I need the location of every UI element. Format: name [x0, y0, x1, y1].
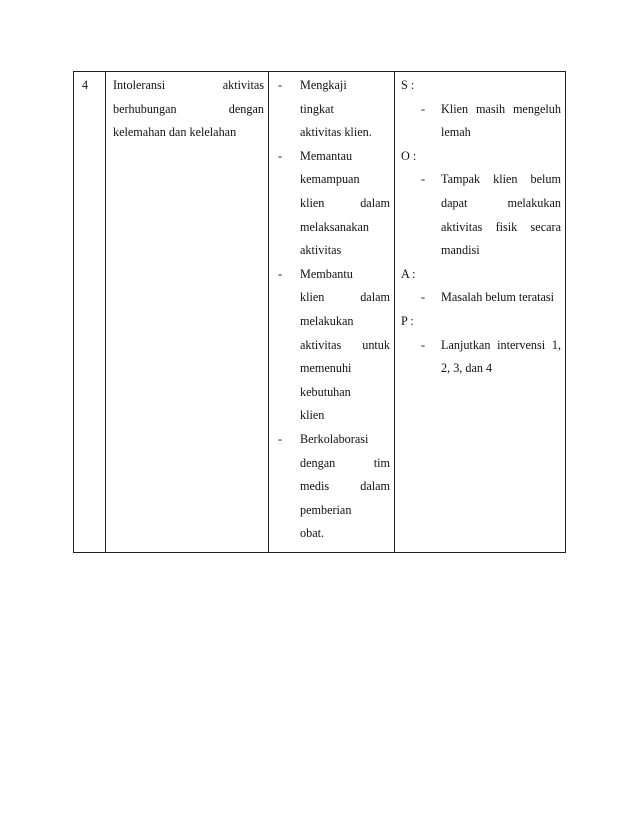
intervention-item	[275, 74, 390, 145]
diagnosis-text	[106, 72, 268, 151]
dash-marker: -	[421, 101, 426, 116]
intervention-line: memenuhi	[300, 361, 352, 376]
intervention-line: melaksanakan	[300, 219, 370, 234]
soap-label: A :	[401, 266, 416, 281]
table-row	[74, 72, 566, 553]
intervention-item	[275, 428, 390, 546]
dash-marker: -	[278, 148, 283, 163]
diagnosis-line: kelemahan dan kelelahan	[113, 125, 237, 140]
intervention-line: melakukan	[300, 313, 354, 328]
intervention-item	[275, 263, 390, 428]
intervention-line: Membantu	[300, 266, 353, 281]
evaluation-line: lemah	[441, 125, 471, 140]
row-number-cell	[74, 72, 106, 553]
evaluation-line: Lanjutkan intervensi 1,	[441, 337, 561, 352]
soap-label: S :	[401, 78, 415, 92]
intervention-cell	[269, 72, 395, 553]
diagnosis-line: berhubungan dengan	[113, 101, 264, 116]
evaluation-line: Tampak klien belum	[441, 172, 561, 187]
intervention-line: Memantau	[300, 148, 353, 163]
evaluation-cell	[395, 72, 566, 553]
intervention-line: klien dalam	[300, 290, 390, 305]
evaluation-item	[401, 168, 561, 262]
intervention-line: dengan tim	[300, 455, 390, 470]
evaluation-section	[401, 310, 561, 381]
soap-label: O :	[401, 148, 417, 163]
dash-marker: -	[421, 172, 426, 187]
intervention-line: klien dalam	[300, 195, 390, 210]
nursing-care-table	[73, 71, 566, 553]
intervention-line: Berkolaborasi	[300, 431, 369, 446]
intervention-line: kemampuan	[300, 172, 360, 187]
evaluation-item	[401, 98, 561, 145]
intervention-line: tingkat	[300, 101, 334, 116]
soap-label: P :	[401, 313, 414, 328]
evaluation-line: Klien masih mengeluh	[441, 101, 561, 116]
evaluation-section	[401, 145, 561, 263]
intervention-line: Mengkaji	[300, 78, 347, 92]
intervention-line: medis dalam	[300, 479, 390, 494]
intervention-item	[275, 145, 390, 263]
dash-marker: -	[421, 290, 426, 305]
evaluation-line: dapat melakukan	[441, 195, 561, 210]
dash-marker: -	[421, 337, 426, 352]
dash-marker: -	[278, 431, 283, 446]
intervention-line: aktivitas	[300, 243, 342, 258]
dash-marker: -	[278, 266, 283, 281]
intervention-line: obat.	[300, 526, 325, 541]
intervention-list	[269, 72, 394, 552]
intervention-line: klien	[300, 408, 325, 423]
evaluation-list	[395, 72, 565, 387]
evaluation-line: 2, 3, dan 4	[441, 361, 493, 376]
intervention-line: aktivitas untuk	[300, 337, 390, 352]
intervention-line: aktivitas klien.	[300, 125, 372, 140]
intervention-line: pemberian	[300, 502, 352, 517]
intervention-line: kebutuhan	[300, 384, 351, 399]
evaluation-line: aktivitas fisik secara	[441, 219, 561, 234]
evaluation-line: mandisi	[441, 243, 480, 258]
diagnosis-cell	[106, 72, 269, 553]
diagnosis-line: Intoleransi aktivitas	[113, 78, 264, 92]
evaluation-section	[401, 74, 561, 145]
evaluation-line: Masalah belum teratasi	[441, 290, 555, 305]
evaluation-section	[401, 263, 561, 310]
evaluation-item	[401, 286, 561, 310]
row-number: 4	[82, 78, 89, 92]
evaluation-item	[401, 334, 561, 381]
dash-marker: -	[278, 78, 283, 92]
